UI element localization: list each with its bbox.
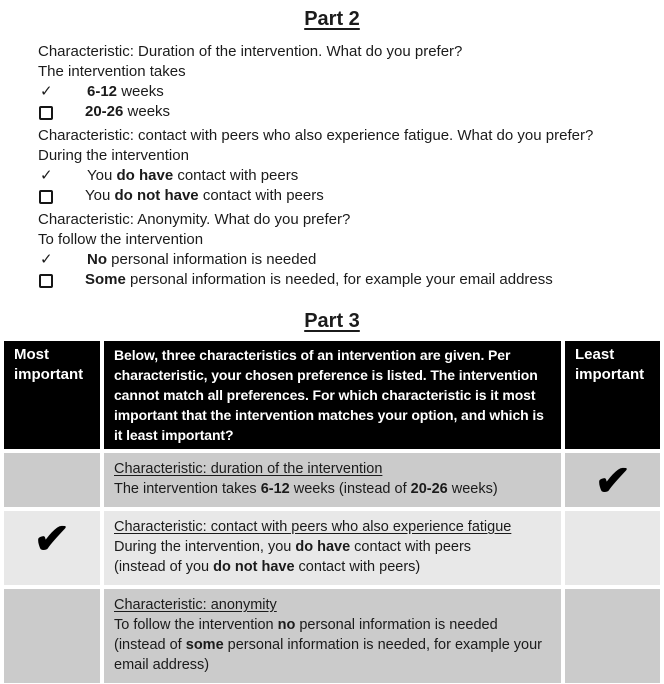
text: The intervention takes — [114, 481, 261, 497]
bold-text: 6-12 — [87, 83, 118, 100]
checkmark-icon[interactable]: ✓ — [40, 83, 53, 100]
least-important-cell[interactable] — [565, 453, 660, 507]
text: Characteristic: contact with peers who also experience fatigue. What do you prefer? — [38, 127, 594, 144]
column-header-most-important: Most important — [4, 341, 100, 449]
most-important-cell[interactable] — [4, 453, 100, 507]
checkbox-icon[interactable] — [38, 270, 85, 294]
bold-text: 20-26 — [410, 481, 448, 497]
bold-text: do not have — [114, 187, 199, 204]
text: (instead of you — [114, 559, 214, 575]
characteristic-line — [38, 230, 656, 250]
characteristic-line — [38, 146, 656, 166]
text: (instead of — [114, 637, 186, 653]
checkmark-icon[interactable]: ✓ — [40, 251, 53, 268]
characteristic-line — [38, 210, 656, 230]
characteristic-line — [38, 42, 656, 62]
checkmark-icon[interactable]: ✓ — [40, 167, 53, 184]
column-header-least-important: Least important — [565, 341, 660, 449]
bold-text: no — [277, 617, 296, 633]
part3-table — [4, 341, 660, 683]
preference-option — [38, 166, 656, 186]
least-important-cell[interactable] — [565, 511, 660, 585]
characteristic-text — [114, 557, 551, 577]
text: contact with peers — [350, 539, 472, 555]
preference-option — [38, 102, 656, 126]
part2-preference-list — [38, 42, 656, 294]
characteristic-text — [114, 479, 551, 499]
text: You — [87, 167, 117, 184]
bold-text: do have — [295, 539, 351, 555]
characteristic-text — [114, 537, 551, 557]
least-important-cell[interactable] — [565, 589, 660, 683]
characteristic-line — [38, 62, 656, 82]
heavy-checkmark-icon: ✔ — [32, 515, 72, 562]
checkbox-icon[interactable] — [38, 186, 85, 210]
text: Characteristic: Anonymity. What do you prefer? — [38, 211, 351, 228]
option-label — [87, 82, 164, 102]
column-header-instructions: Below, three characteristics of an intervention are given. Per characteristic, your chosen preference is listed. The intervention cannot match all preferences. For which characteristic is it most important that the intervention matches your option, and which is it least important? — [104, 341, 561, 449]
most-important-cell[interactable] — [4, 511, 100, 585]
text: weeks — [117, 83, 164, 100]
text: To follow the intervention — [114, 617, 278, 633]
characteristic-cell — [104, 589, 561, 683]
text: contact with peers — [173, 167, 299, 184]
bold-text: 6-12 — [260, 481, 290, 497]
text: You — [85, 187, 115, 204]
characteristic-title: Characteristic: contact with peers who also experience fatigue — [114, 519, 512, 535]
characteristic-text — [114, 635, 551, 675]
checkbox-square — [39, 274, 53, 288]
characteristic-text — [114, 615, 551, 635]
text: During the intervention, you — [114, 539, 296, 555]
checkbox-icon[interactable] — [38, 102, 85, 126]
text: The intervention takes — [38, 63, 186, 80]
checkbox-square — [39, 106, 53, 120]
text: To follow the intervention — [38, 231, 204, 248]
bold-text: do not have — [213, 559, 295, 575]
checkbox-square — [39, 190, 53, 204]
part2-heading-text: Part 2 — [304, 8, 360, 30]
most-important-cell[interactable] — [4, 589, 100, 683]
bold-text: Some — [85, 271, 126, 288]
characteristic-title: Characteristic: duration of the intervention — [114, 461, 383, 477]
characteristic-title: Characteristic: anonymity — [114, 597, 277, 613]
text: weeks (instead of — [289, 481, 411, 497]
text: weeks) — [447, 481, 498, 497]
option-label — [85, 102, 170, 122]
preference-option — [38, 270, 656, 294]
text: During the intervention — [38, 147, 189, 164]
part2-heading — [0, 6, 664, 32]
characteristic-cell — [104, 453, 561, 507]
bold-text: do have — [116, 167, 174, 184]
preference-option — [38, 250, 656, 270]
option-label — [85, 270, 553, 290]
option-label — [87, 250, 316, 270]
text: personal information is needed — [107, 251, 317, 268]
preference-option — [38, 82, 656, 102]
part3-heading — [0, 308, 664, 334]
bold-text: No — [87, 251, 107, 268]
text: personal information is needed, for example your email address — [125, 271, 553, 288]
characteristic-cell — [104, 511, 561, 585]
text: Characteristic: Duration of the intervention. What do you prefer? — [38, 43, 463, 60]
preference-option — [38, 186, 656, 210]
characteristic-line — [38, 126, 656, 146]
text: contact with peers — [198, 187, 324, 204]
option-label — [85, 186, 324, 206]
text: contact with peers) — [294, 559, 421, 575]
bold-text: some — [185, 637, 224, 653]
option-label — [87, 166, 298, 186]
text: personal information is needed — [295, 617, 498, 633]
text: personal information is needed, for example your email address) — [114, 637, 543, 673]
bold-text: 20-26 — [85, 103, 124, 120]
part3-heading-text: Part 3 — [304, 310, 360, 332]
heavy-checkmark-icon: ✔ — [593, 457, 632, 504]
text: weeks — [123, 103, 171, 120]
